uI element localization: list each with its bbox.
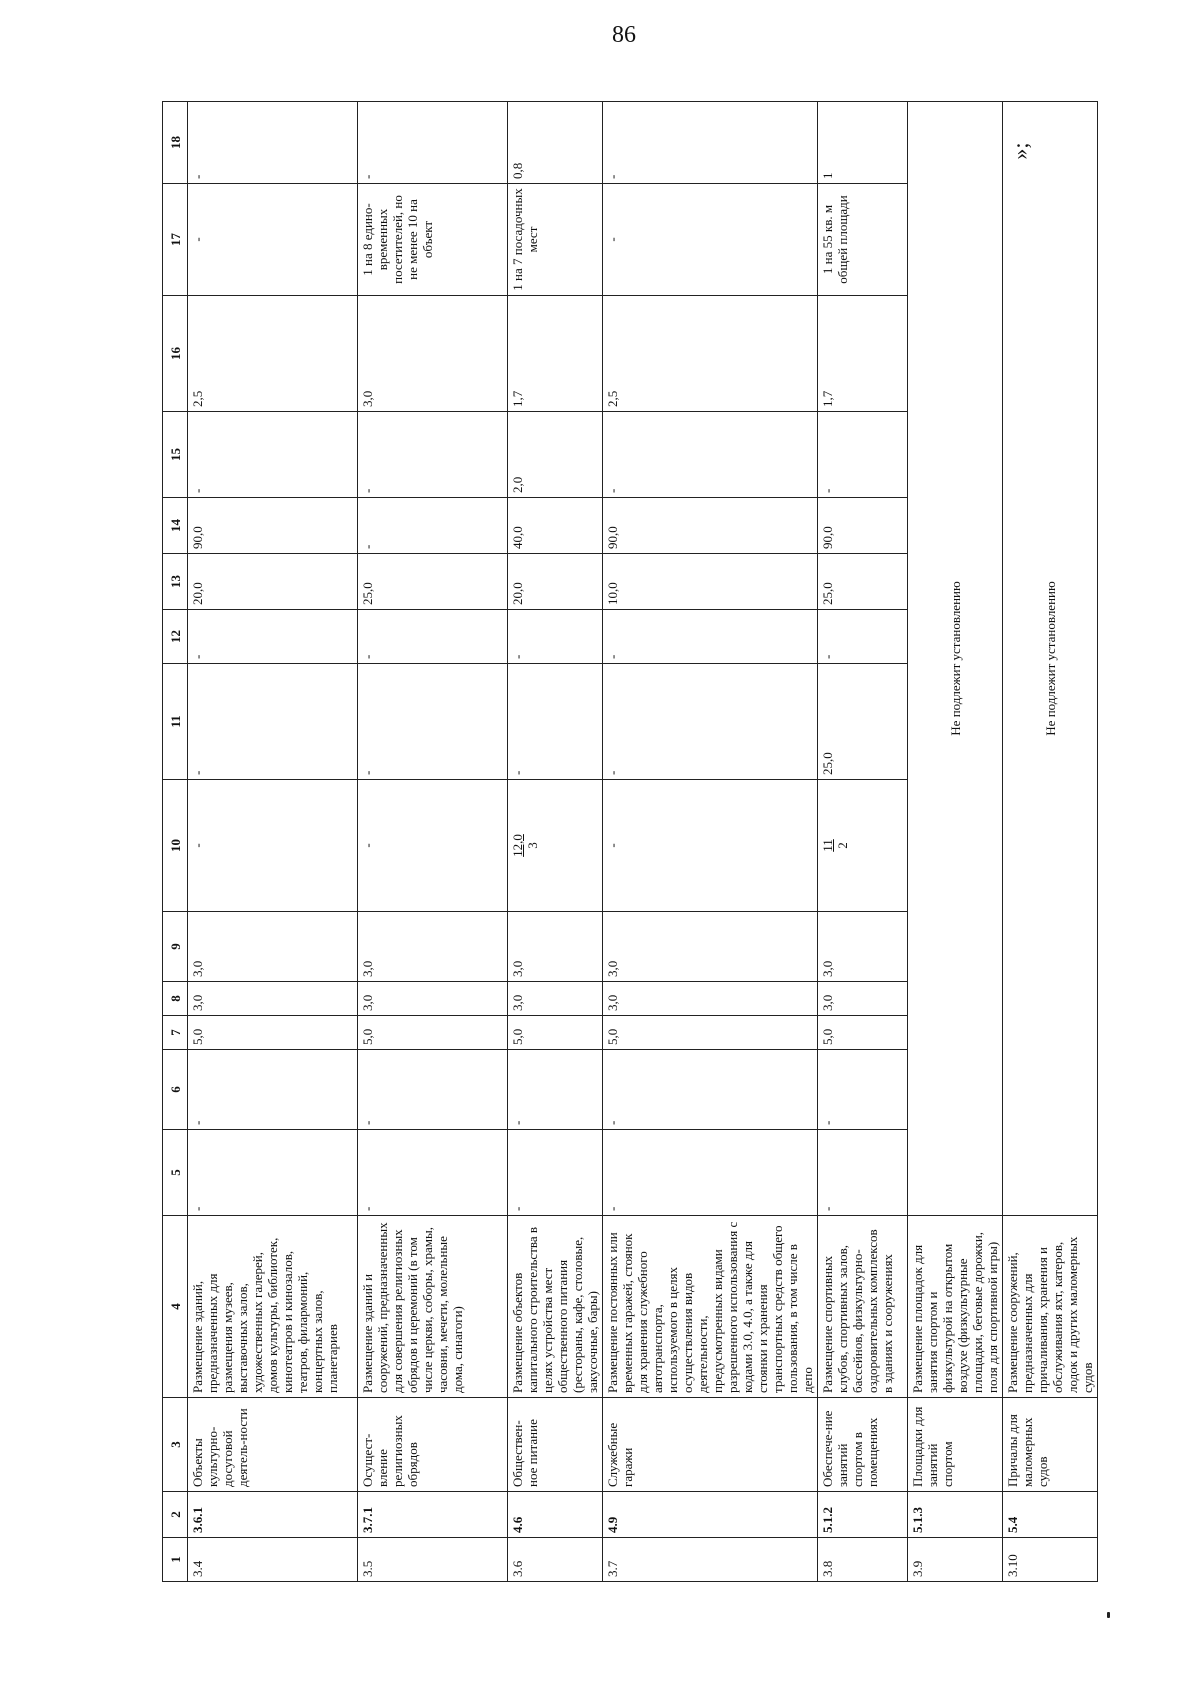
cell-col-4: Размещение зданий, предназначенных для размещения музеев, выставочных залов, художественных галерей, домов культуры, библиотек, кинотеатров и кинозалов, театров, филармоний, концертных залов, планетариев	[188, 1216, 358, 1398]
cell-col-2: 4.9	[603, 1492, 818, 1538]
cell-col-12: -	[358, 610, 508, 664]
column-header-5: 5	[163, 1130, 188, 1216]
cell-col-18: 1	[818, 102, 908, 184]
cell-col-12: -	[818, 610, 908, 664]
fraction-numerator: -	[605, 843, 620, 848]
cell-col-16: 3,0	[358, 296, 508, 412]
cell-col-6: -	[508, 1050, 603, 1130]
fraction-denominator: 2	[835, 842, 850, 849]
cell-col-10	[508, 780, 603, 912]
cell-col-9: 3,0	[358, 912, 508, 982]
cell-col-15: 2,0	[508, 412, 603, 498]
cell-col-4: Размещение сооружений, предназначенных для причаливания, хранения и обслуживания яхт, катеров, лодок и других маломерных судов	[1003, 1216, 1098, 1398]
cell-col-13: 20,0	[508, 554, 603, 610]
cell-col-17: 1 на 7 посадочных мест	[508, 184, 603, 296]
cell-col-5: -	[818, 1130, 908, 1216]
cell-col-12: -	[508, 610, 603, 664]
cell-col-13: 10,0	[603, 554, 818, 610]
cell-col-8: 3,0	[818, 982, 908, 1016]
cell-col-5: -	[358, 1130, 508, 1216]
cell-col-3: Служебные гаражи	[603, 1398, 818, 1492]
column-header-9: 9	[163, 912, 188, 982]
cell-col-16: 1,7	[818, 296, 908, 412]
column-header-13: 13	[163, 554, 188, 610]
cell-col-3: Обществен-ное питание	[508, 1398, 603, 1492]
cell-col-2: 5.1.2	[818, 1492, 908, 1538]
cell-col-7: 5,0	[603, 1016, 818, 1050]
table-row	[603, 102, 818, 1582]
fraction-value	[360, 843, 375, 847]
cell-col-9: 3,0	[188, 912, 358, 982]
cell-col-18: -	[358, 102, 508, 184]
cell-col-7: 5,0	[188, 1016, 358, 1050]
cell-col-10	[358, 780, 508, 912]
cell-col-1: 3.4	[188, 1538, 358, 1582]
cell-col-7: 5,0	[818, 1016, 908, 1050]
cell-col-2: 5.1.3	[908, 1492, 1003, 1538]
cell-col-11: -	[603, 664, 818, 780]
cell-col-15: -	[358, 412, 508, 498]
cell-col-5: -	[188, 1130, 358, 1216]
cell-col-3: Причалы для маломерных судов	[1003, 1398, 1098, 1492]
cell-col-14: 90,0	[818, 498, 908, 554]
cell-col-16: 2,5	[188, 296, 358, 412]
cell-col-6: -	[188, 1050, 358, 1130]
not-applicable-cell: Не подлежит установлению	[908, 102, 1003, 1216]
cell-col-5: -	[603, 1130, 818, 1216]
column-header-2: 2	[163, 1492, 188, 1538]
fraction-value	[605, 843, 620, 847]
fraction-numerator: 12,0	[510, 834, 525, 857]
column-header-6: 6	[163, 1050, 188, 1130]
cell-col-14: -	[358, 498, 508, 554]
column-header-10: 10	[163, 780, 188, 912]
cell-col-8: 3,0	[508, 982, 603, 1016]
cell-col-6: -	[818, 1050, 908, 1130]
column-header-17: 17	[163, 184, 188, 296]
page-number: 86	[612, 22, 636, 48]
cell-col-16: 1,7	[508, 296, 603, 412]
cell-col-1: 3.9	[908, 1538, 1003, 1582]
cell-col-3: Площадки для занятий спортом	[908, 1398, 1003, 1492]
cell-col-16: 2,5	[603, 296, 818, 412]
cell-col-14: 40,0	[508, 498, 603, 554]
table-body	[188, 102, 1098, 1582]
cell-col-10	[818, 780, 908, 912]
cell-col-2: 3.6.1	[188, 1492, 358, 1538]
cell-col-10	[188, 780, 358, 912]
cell-col-8: 3,0	[188, 982, 358, 1016]
cell-col-14: 90,0	[188, 498, 358, 554]
fraction-value	[820, 839, 850, 852]
cell-col-1: 3.7	[603, 1538, 818, 1582]
cell-col-13: 25,0	[358, 554, 508, 610]
cell-col-13: 25,0	[818, 554, 908, 610]
fraction-value	[190, 843, 205, 847]
column-header-11: 11	[163, 664, 188, 780]
cell-col-12: -	[188, 610, 358, 664]
column-header-16: 16	[163, 296, 188, 412]
regulations-table	[162, 101, 1098, 1582]
cell-col-15: -	[188, 412, 358, 498]
cell-col-12: -	[603, 610, 818, 664]
cell-col-7: 5,0	[358, 1016, 508, 1050]
cell-col-1: 3.6	[508, 1538, 603, 1582]
column-header-1: 1	[163, 1538, 188, 1582]
cell-col-17: 1 на 8 едино-временных посетителей, но не менее 10 на объект	[358, 184, 508, 296]
cell-col-5: -	[508, 1130, 603, 1216]
cell-col-2: 5.4	[1003, 1492, 1098, 1538]
cell-col-6: -	[603, 1050, 818, 1130]
cell-col-10	[603, 780, 818, 912]
cell-col-7: 5,0	[508, 1016, 603, 1050]
cell-col-2: 4.6	[508, 1492, 603, 1538]
cell-col-18: -	[603, 102, 818, 184]
column-header-18: 18	[163, 102, 188, 184]
column-header-7: 7	[163, 1016, 188, 1050]
cell-col-9: 3,0	[603, 912, 818, 982]
cell-col-11: -	[508, 664, 603, 780]
table-row	[908, 102, 1003, 1582]
rotated-table-container	[162, 102, 1095, 1582]
cell-col-11: -	[358, 664, 508, 780]
column-header-12: 12	[163, 610, 188, 664]
closing-mark: »;	[1007, 142, 1033, 160]
column-header-4: 4	[163, 1216, 188, 1398]
header-row	[163, 102, 188, 1582]
column-header-14: 14	[163, 498, 188, 554]
table-row	[508, 102, 603, 1582]
table-row	[1003, 102, 1098, 1582]
cell-col-4: Размещение постоянных или временных гаражей, стоянок для хранения служебного автотранспорта, используемого в целях осуществления видов деятельности, предусмотренных видами разрешенного использования с кодами 3.0, 4.0, а также для стоянки и хранения транспортных средств общего пользования, в том числе в депо	[603, 1216, 818, 1398]
cell-col-15: -	[603, 412, 818, 498]
fraction-numerator: 11	[820, 839, 835, 852]
cell-col-11: 25,0	[818, 664, 908, 780]
cell-col-4: Размещение объектов капитального строительства в целях устройства мест общественного питания (рестораны, кафе, столовые, закусочные, бары)	[508, 1216, 603, 1398]
table-row	[358, 102, 508, 1582]
cell-col-4: Размещение зданий и сооружений, предназначенных для совершения религиозных обрядов и церемоний (в том числе церкви, соборы, храмы, часовни, мечети, молельные дома, синагоги)	[358, 1216, 508, 1398]
cell-col-18: 0,8	[508, 102, 603, 184]
cell-col-4: Размещение спортивных клубов, спортивных залов, бассейнов, физкультурно-оздоровительных комплексов в зданиях и сооружениях	[818, 1216, 908, 1398]
fraction-value	[510, 834, 540, 857]
table-row	[188, 102, 358, 1582]
margin-mark	[1107, 1612, 1110, 1618]
cell-col-9: 3,0	[508, 912, 603, 982]
cell-col-17: 1 на 55 кв. м общей площади	[818, 184, 908, 296]
cell-col-18: -	[188, 102, 358, 184]
cell-col-11: -	[188, 664, 358, 780]
cell-col-9: 3,0	[818, 912, 908, 982]
column-header-8: 8	[163, 982, 188, 1016]
column-header-3: 3	[163, 1398, 188, 1492]
cell-col-3: Осущест-вление религиозных обрядов	[358, 1398, 508, 1492]
cell-col-3: Объекты культурно-досуговой деятель-ности	[188, 1398, 358, 1492]
not-applicable-cell: Не подлежит установлению	[1003, 102, 1098, 1216]
cell-col-17: -	[603, 184, 818, 296]
cell-col-8: 3,0	[358, 982, 508, 1016]
cell-col-4: Размещение площадок для занятия спортом и физкультурой на открытом воздухе (физкультурные площадки, беговые дорожки, поля для спортивной игры)	[908, 1216, 1003, 1398]
cell-col-1: 3.10	[1003, 1538, 1098, 1582]
cell-col-1: 3.8	[818, 1538, 908, 1582]
column-header-15: 15	[163, 412, 188, 498]
fraction-numerator: -	[190, 843, 205, 848]
fraction-denominator: 3	[525, 842, 540, 849]
cell-col-6: -	[358, 1050, 508, 1130]
cell-col-2: 3.7.1	[358, 1492, 508, 1538]
cell-col-8: 3,0	[603, 982, 818, 1016]
table-row	[818, 102, 908, 1582]
cell-col-13: 20,0	[188, 554, 358, 610]
cell-col-17: -	[188, 184, 358, 296]
fraction-numerator: -	[360, 843, 375, 848]
cell-col-14: 90,0	[603, 498, 818, 554]
cell-col-1: 3.5	[358, 1538, 508, 1582]
cell-col-3: Обеспече-ние занятий спортом в помещениях	[818, 1398, 908, 1492]
cell-col-15: -	[818, 412, 908, 498]
